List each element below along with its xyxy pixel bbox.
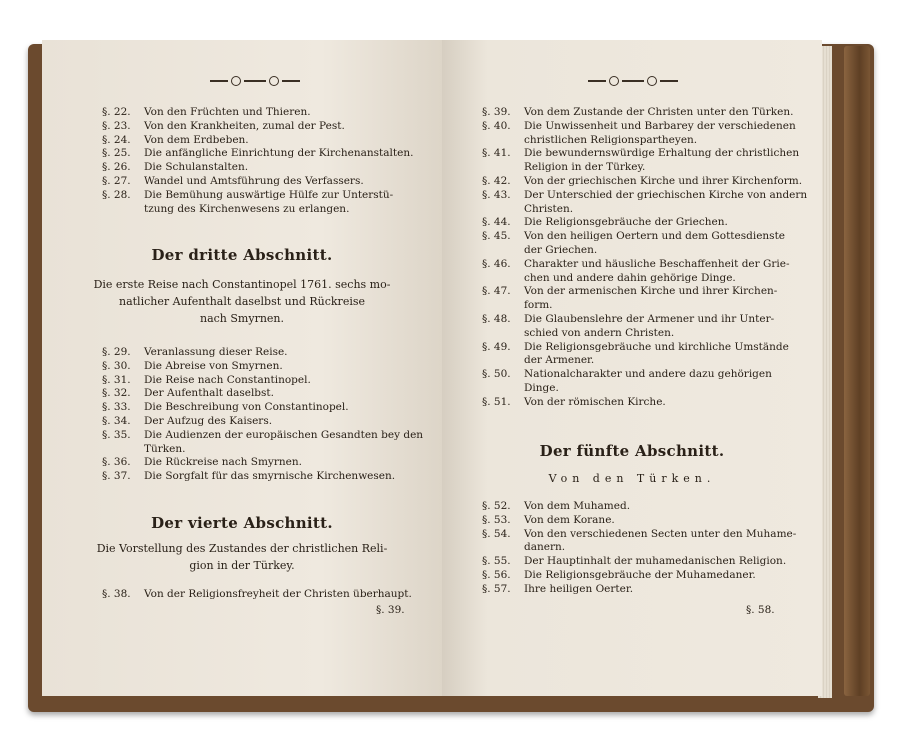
entry-title-continuation: Dinge.	[524, 381, 559, 394]
section-number: §. 57.	[482, 582, 511, 595]
entry-title: Von der römischen Kirche.	[524, 395, 666, 408]
right-page	[442, 40, 822, 696]
left-page	[42, 40, 442, 696]
section-number: §. 39.	[482, 106, 511, 118]
catchword: §. 58.	[746, 604, 775, 616]
entry-title: Von den verschiedenen Secten unter den Muhame-	[524, 527, 797, 540]
section-number: §. 41.	[482, 147, 511, 160]
section-number: §. 47.	[482, 285, 511, 298]
section-number: §. 44.	[482, 216, 511, 229]
section-number: §. 28.	[102, 188, 131, 201]
entry-title: Von der armenischen Kirche und ihrer Kirchen-	[524, 285, 778, 298]
section-subtitle-4	[62, 540, 422, 574]
entry-title-continuation: der Griechen.	[524, 243, 598, 256]
entry-title-continuation: Religion in der Türkey.	[524, 161, 646, 174]
entry-title: Der Aufzug des Kaisers.	[144, 414, 273, 427]
entry-title: Charakter und häusliche Beschaffenheit der Grie-	[524, 257, 790, 270]
section-number: §. 31.	[102, 373, 131, 386]
toc-entry	[102, 429, 432, 443]
toc-entry	[102, 120, 432, 134]
toc-entry	[102, 346, 432, 360]
entry-title-continuation: form.	[524, 299, 553, 312]
entry-title: Die Religionsgebräuche der Muhamedaner.	[524, 568, 756, 581]
section-number: §. 56.	[482, 568, 511, 581]
entry-title: Die Beschreibung von Constantinopel.	[144, 401, 349, 414]
section-number: §. 27.	[102, 174, 131, 187]
entry-title: Von der griechischen Kirche und ihrer Kirchenform.	[524, 174, 803, 187]
toc-entry	[482, 285, 817, 299]
section-number: §. 30.	[102, 359, 131, 372]
entry-title: Der Hauptinhalt der muhamedanischen Religion.	[524, 555, 787, 568]
entry-title: Veranlassung dieser Reise.	[144, 346, 288, 358]
header-ornament	[210, 76, 300, 86]
toc-entry	[102, 161, 432, 175]
section-number: §. 32.	[102, 387, 131, 400]
toc-entry	[482, 555, 817, 569]
toc-entry	[102, 387, 432, 401]
entry-title: Die Unwissenheit und Barbarey der verschiedenen	[524, 119, 796, 132]
subtitle-line: gion in der Türkey.	[189, 559, 295, 572]
left-entries-bottom	[102, 588, 432, 602]
left-entries-top	[102, 106, 432, 216]
entry-title: Wandel und Amtsführung des Verfassers.	[144, 174, 364, 187]
section-number: §. 51.	[482, 395, 511, 408]
toc-entry	[482, 341, 817, 355]
section-number: §. 52.	[482, 500, 511, 512]
toc-entry	[482, 396, 817, 410]
open-book	[28, 38, 874, 714]
section-number: §. 42.	[482, 174, 511, 187]
book-spine-edge	[844, 46, 870, 696]
toc-entry	[482, 500, 817, 514]
section-number: §. 23.	[102, 119, 131, 132]
toc-entry	[102, 415, 432, 429]
entry-title-continuation: Christen.	[524, 202, 574, 215]
toc-entry	[102, 134, 432, 148]
section-number: §. 45.	[482, 230, 511, 243]
subtitle-line: Die erste Reise nach Constantinopel 1761. sechs mo-	[93, 278, 391, 291]
entry-title: Ihre heiligen Oerter.	[524, 582, 634, 595]
toc-entry	[482, 528, 817, 542]
entry-title: Von den heiligen Oertern und dem Gottesdienste	[524, 230, 785, 243]
entry-title: Die Religionsgebräuche und kirchliche Umstände	[524, 340, 789, 353]
left-entries-mid	[102, 346, 432, 484]
section-number: §. 43.	[482, 188, 511, 201]
toc-entry	[482, 514, 817, 528]
entry-title-continuation: christlichen Religionspartheyen.	[524, 133, 698, 146]
right-entries-top	[482, 106, 817, 410]
entry-title: Die Abreise von Smyrnen.	[144, 359, 283, 372]
section-number: §. 25.	[102, 147, 131, 160]
toc-entry	[482, 368, 817, 382]
toc-entry	[482, 569, 817, 583]
entry-title-continuation: der Armener.	[524, 354, 595, 367]
toc-entry	[482, 216, 817, 230]
entry-title: Die Schulanstalten.	[144, 161, 249, 174]
entry-title: Von der Religionsfreyheit der Christen überhaupt.	[144, 588, 412, 600]
toc-entry	[102, 374, 432, 388]
section-number: §. 46.	[482, 257, 511, 270]
header-ornament	[588, 76, 678, 86]
entry-title: Die anfängliche Einrichtung der Kirchenanstalten.	[144, 147, 414, 160]
catchword: §. 39.	[376, 604, 405, 616]
subtitle-line: nach Smyrnen.	[200, 312, 284, 325]
toc-entry	[482, 120, 817, 134]
toc-entry	[482, 147, 817, 161]
section-subtitle-5: Von den Türken.	[548, 472, 716, 485]
section-number: §. 50.	[482, 368, 511, 381]
entry-title: Von den Früchten und Thieren.	[144, 106, 311, 118]
entry-title: Die Rückreise nach Smyrnen.	[144, 456, 302, 469]
entry-title: Die Reise nach Constantinopel.	[144, 373, 311, 386]
toc-entry	[482, 313, 817, 327]
toc-entry	[482, 189, 817, 203]
section-number: §. 35.	[102, 428, 131, 441]
toc-entry	[102, 470, 432, 484]
toc-entry	[102, 106, 432, 120]
entry-title: Von den Krankheiten, zumal der Pest.	[144, 119, 345, 132]
section-number: §. 40.	[482, 119, 511, 132]
entry-title: Von dem Korane.	[524, 513, 615, 526]
section-number: §. 22.	[102, 106, 131, 118]
entry-title-continuation: chen und andere dahin gehörige Dinge.	[524, 271, 736, 284]
section-number: §. 24.	[102, 133, 131, 146]
entry-title: Der Aufenthalt daselbst.	[144, 387, 274, 400]
section-heading-4: Der vierte Abschnitt.	[151, 514, 333, 532]
right-entries-bottom	[482, 500, 817, 597]
section-heading-5: Der fünfte Abschnitt.	[539, 442, 725, 460]
entry-title-continuation: Türken.	[144, 442, 186, 455]
entry-title-continuation: danern.	[524, 541, 566, 554]
entry-title-continuation: tzung des Kirchenwesens zu erlangen.	[144, 202, 350, 215]
section-number: §. 36.	[102, 456, 131, 469]
section-number: §. 53.	[482, 513, 511, 526]
entry-title: Die Bemühung auswärtige Hülfe zur Unterstü-	[144, 188, 394, 201]
section-number: §. 49.	[482, 340, 511, 353]
toc-entry	[102, 147, 432, 161]
entry-title: Von dem Muhamed.	[524, 500, 631, 512]
section-number: §. 26.	[102, 161, 131, 174]
toc-entry	[102, 456, 432, 470]
section-number: §. 34.	[102, 414, 131, 427]
entry-title: Die Sorgfalt für das smyrnische Kirchenwesen.	[144, 470, 396, 483]
section-number: §. 33.	[102, 401, 131, 414]
toc-entry	[102, 360, 432, 374]
section-number: §. 29.	[102, 346, 131, 358]
entry-title: Die Audienzen der europäischen Gesandten bey den	[144, 428, 424, 441]
entry-title: Die Religionsgebräuche der Griechen.	[524, 216, 728, 229]
section-number: §. 38.	[102, 588, 131, 600]
entry-title: Der Unterschied der griechischen Kirche von andern	[524, 188, 808, 201]
toc-entry	[102, 588, 432, 602]
section-number: §. 55.	[482, 555, 511, 568]
toc-entry	[482, 106, 817, 120]
entry-title: Die Glaubenslehre der Armener und ihr Unter-	[524, 312, 775, 325]
toc-entry	[102, 175, 432, 189]
toc-entry	[102, 401, 432, 415]
toc-entry	[482, 583, 817, 597]
toc-entry	[482, 258, 817, 272]
entry-title: Von dem Erdbeben.	[144, 133, 249, 146]
subtitle-line: natlicher Aufenthalt daselbst und Rückreise	[118, 295, 366, 308]
section-number: §. 37.	[102, 470, 131, 483]
toc-entry	[482, 230, 817, 244]
entry-title: Von dem Zustande der Christen unter den Türken.	[524, 106, 794, 118]
section-subtitle-3	[62, 276, 422, 327]
section-heading-3: Der dritte Abschnitt.	[151, 246, 333, 264]
toc-entry	[482, 175, 817, 189]
section-number: §. 48.	[482, 312, 511, 325]
subtitle-line: Die Vorstellung des Zustandes der christlichen Reli-	[96, 542, 388, 555]
section-number: §. 54.	[482, 527, 511, 540]
toc-entry	[102, 189, 432, 203]
entry-title-continuation: schied von andern Christen.	[524, 326, 675, 339]
entry-title: Nationalcharakter und andere dazu gehörigen	[524, 368, 772, 381]
entry-title: Die bewundernswürdige Erhaltung der christlichen	[524, 147, 800, 160]
